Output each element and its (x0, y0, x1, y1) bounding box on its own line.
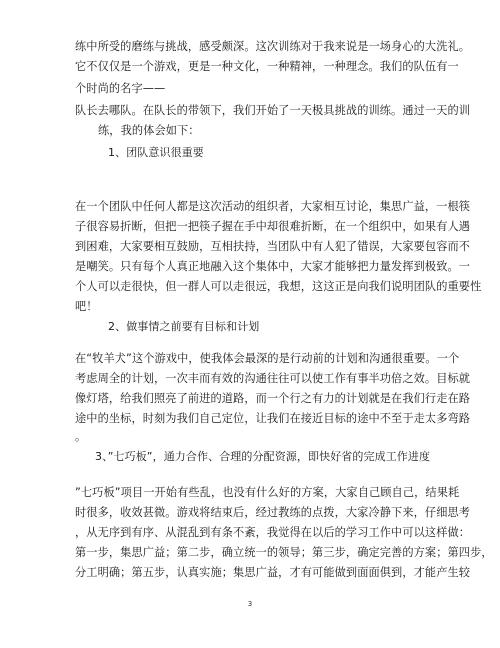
body-text-line: 吧！ (75, 300, 98, 313)
body-text-line: 队长去哪队。在队长的带领下，我们开始了一天极具挑战的训练。通过一天的训 (75, 104, 471, 117)
body-text-line: 在“牧羊犬”这个游戏中，使我体会最深的是行动前的计划和沟通很重要。一个 (75, 352, 460, 365)
section-heading-3: 3、”七巧板”，通力合作、合理的分配资源，即快好省的完成工作进度 (95, 450, 431, 463)
body-text-line: 是嘲笑。只有每个人真正地融入这个集体中，大家才能够把力量发挥到极致。一 (75, 260, 471, 273)
body-text-line: ，从无序到有序、从混乱到有条不紊，我觉得在以后的学习工作中可以这样做： (75, 526, 471, 539)
body-text-line: 在一个团队中任何人都是这次活动的组织者，大家相互讨论，集思广益，一根筷 (75, 200, 471, 213)
body-text-line: 它不仅仅是一个游戏，更是一种文化，一种精神，一种理念。我们的队伍有一 (75, 60, 459, 73)
body-text-line: 途中的坐标，时刻为我们自己定位，让我们在接近目标的途中不至于走太多弯路 (75, 412, 471, 425)
body-text-line: ”七巧板”项目一开始有些乱，也没有什么好的方案，大家自己顾自己，结果耗 (75, 486, 460, 499)
section-heading-1: 1、团队意识很重要 (108, 146, 204, 159)
page-number: 3 (247, 600, 253, 608)
section-heading-2: 2、做事情之前要有目标和计划 (108, 320, 260, 333)
body-text-line: 考虑周全的计划，一次丰而有效的沟通往往可以使工作有事半功倍之效。目标就 (75, 372, 471, 385)
body-text-line: 练，我的体会如下： (98, 124, 200, 137)
body-text-line: 像灯塔，给我们照亮了前进的道路，而一个行之有力的计划就是在我们行走在路 (75, 392, 471, 405)
body-text-line: 。 (75, 430, 87, 443)
body-text-line: 到困难，大家要相互鼓励，互相扶持，当团队中有人犯了错误，大家要包容而不 (75, 240, 471, 253)
body-text-line: 第一步，集思广益；第二步，确立统一的领导；第三步，确定完善的方案；第四步， (75, 546, 493, 559)
body-text-line: 子很容易折断，但把一把筷子握在手中却很难折断，在一个组织中，如果有人遇 (75, 220, 471, 233)
body-text-line: 分工明确；第五步，认真实施；集思广益，才有可能做到面面俱到，才能产生较 (75, 566, 471, 579)
body-text-line: 个人可以走很快，但一群人可以走很远，我想，这这正是向我们说明团队的重要性 (75, 280, 482, 293)
body-text-line: 练中所受的磨练与挑战，感受颇深。这次训练对于我来说是一场身心的大洗礼。 (75, 40, 471, 53)
body-text-line: 个时尚的名字—— (75, 82, 166, 95)
body-text-line: 时很多，收效甚微。游戏将结束后，经过教练的点拨，大家冷静下来，仔细思考 (75, 506, 471, 519)
